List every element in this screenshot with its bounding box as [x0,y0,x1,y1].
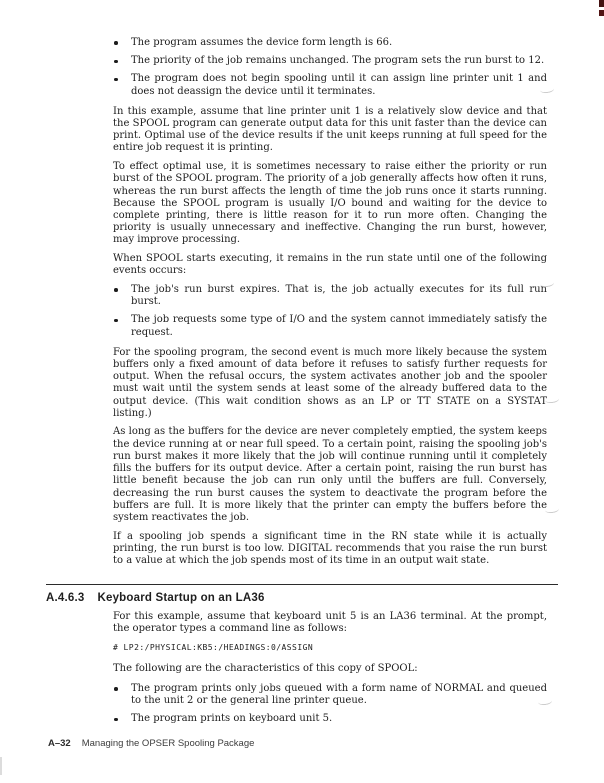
bullet-item [113,683,547,707]
top-bullet-list [113,37,547,98]
bullet-item [113,284,547,308]
bullet-dot-icon [114,41,118,45]
scan-smudge-mark [545,395,560,404]
bullet-dot-icon [114,687,118,691]
bullet-dot-icon [114,78,118,82]
command-line: # LP2:/PHYSICAL:KB5:/HEADINGS:0/ASSIGN [113,643,314,653]
bullet-item [113,73,547,97]
bullet-text: The program does not begin spooling until it can assign line printer unit 1 and does not deassign the device until it terminates. [131,73,547,97]
corner-registration-marks [599,0,604,16]
bullet-text: The job requests some type of I/O and the system cannot immediately satisfy the request. [131,314,547,338]
bullet-dot-icon [114,288,118,292]
scan-smudge-mark [540,85,555,94]
scan-smudge-mark [545,505,560,514]
bullet-item [113,37,547,49]
bullet-item [113,713,547,725]
section-divider-rule [46,584,558,585]
section-bullet-list [113,683,547,726]
scan-smudge-mark [540,279,555,288]
paragraph-optimal-use: To effect optimal use, it is sometimes necessary to raise either the priority or run burst of the SPOOL program. The priority of a job generally affects how often it runs, whereas the run burst affects the length of time the job runs once it starts running. Because the SPOOL program is usually I/O bound and waiting for the device to complete printing, there is little reason for it to run more often. Changing the priority is usually unnecessary and ineffective. Changing the run burst, however, may improve processing. [113,161,547,246]
paragraph-spooling-program: For the spooling program, the second event is much more likely because the system buffers only a fixed amount of data before it refuses to satisfy further requests for output. When the refusal occurs, the system activates another job and the spooler must wait until the system sends at least some of the already buffered data to the output device. (This wait condition shows as an LP or TT STATE on a SYSTAT listing.) [113,346,547,419]
paragraph-buffers: As long as the buffers for the device are never completely emptied, the system keeps the device running at or near full speed. To a certain point, raising the spooling job's run burst makes it more likely that the job will continue running until it completely fills the buffers for its output device. After a certain point, raising the run burst has little benefit because the job can run only until the buffers are full. Conversely, decreasing the run burst causes the system to deactivate the program before the buffers are full. It is more likely that the printer can empty the buffers before the system reactivates the job. [113,426,547,523]
bullet-text: The priority of the job remains unchanged. The program sets the run burst to 12. [131,55,545,67]
section-a463 [0,584,604,731]
bullet-item [113,314,547,338]
section-heading [46,592,604,604]
bullet-item [113,55,547,67]
page-footer [48,738,254,749]
main-text-column [113,37,547,574]
bullet-dot-icon [114,60,118,64]
page-number: A–32 [48,738,71,749]
bullet-text: The program prints on keyboard unit 5. [131,713,333,725]
paragraph-rn-state: If a spooling job spends a significant time in the RN state while it is actually printing, the run burst is too low. DIGITAL recommends that you raise the run burst to a value at which the job spends most of its time in an output wait state. [113,530,547,567]
corner-mark-icon [599,0,604,7]
section-number: A.4.6.3 [46,592,85,604]
corner-mark-icon [599,10,604,16]
edge-smudge-mark [0,757,2,775]
paragraph-example: In this example, assume that line printer unit 1 is a relatively slow device and that the SPOOL program can generate output data for this unit faster than the device can print. Optimal use of the device results if the unit keeps running at full speed for the entire job request it is printing. [113,105,547,154]
bullet-text: The program prints only jobs queued with a form name of NORMAL and queued to the unit 2 or the general line printer queue. [131,682,547,707]
bullet-text: The job's run burst expires. That is, the job actually executes for its full run burst. [131,283,547,308]
event-bullet-list [113,284,547,339]
footer-title: Managing the OPSER Spooling Package [81,738,255,749]
characteristics-intro: The following are the characteristics of this copy of SPOOL: [113,662,418,674]
bullet-dot-icon [114,319,118,323]
section-intro: For this example, assume that keyboard unit 5 is an LA36 terminal. At the prompt, the operator types a command line as follows: [113,611,547,635]
bullet-dot-icon [114,718,118,722]
section-body-column [113,611,547,725]
bullet-text: The program assumes the device form length is 66. [131,37,393,48]
paragraph-when-spool: When SPOOL starts executing, it remains in the run state until one of the following events occurs: [113,253,547,277]
section-title: Keyboard Startup on an LA36 [97,592,265,604]
